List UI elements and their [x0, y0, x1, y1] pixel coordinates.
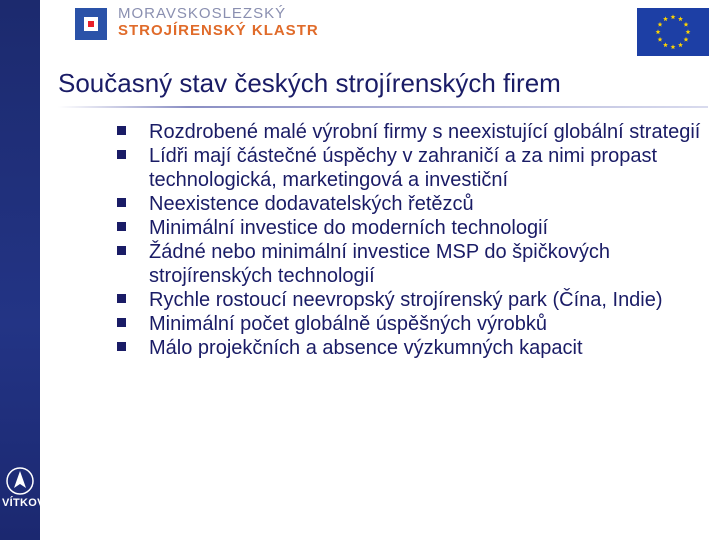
eu-flag-icon: [637, 8, 709, 56]
bullet-text: Rychle rostoucí neevropský strojírenský park (Čína, Indie): [149, 289, 663, 311]
bullet-item: [115, 240, 705, 288]
bullet-item: [115, 120, 705, 144]
bullet-text: Minimální investice do moderních technologií: [149, 217, 549, 239]
bullet-item: [115, 336, 705, 360]
square-bullet-icon: [117, 318, 126, 327]
bullet-text: Minimální počet globálně úspěšných výrobků: [149, 313, 547, 335]
bullet-text: Žádné nebo minimální investice MSP do špičkových strojírenských technologií: [149, 241, 610, 287]
square-bullet-icon: [117, 126, 126, 135]
bullet-item: [115, 216, 705, 240]
bullet-list: [115, 120, 705, 360]
square-bullet-icon: [117, 294, 126, 303]
square-bullet-icon: [117, 222, 126, 231]
square-bullet-icon: [117, 342, 126, 351]
brand-name-line2: STROJÍRENSKÝ KLASTR: [118, 22, 319, 39]
bullet-text: Lídři mají částečné úspěchy v zahraničí a za nimi propast technologická, marketingová a investiční: [149, 145, 658, 191]
left-sidebar-band: [0, 0, 40, 540]
cluster-logo-icon: [75, 8, 107, 40]
bullet-text: Rozdrobené malé výrobní firmy s neexistující globální strategií: [149, 121, 701, 143]
bullet-item: [115, 192, 705, 216]
slide-title: Současný stav českých strojírenských firem: [58, 68, 561, 98]
title-underline: [58, 106, 708, 108]
bullet-item: [115, 288, 705, 312]
square-bullet-icon: [117, 198, 126, 207]
vitkovice-logo-text: VÍTKOVICE: [2, 497, 64, 509]
bullet-text: Neexistence dodavatelských řetězců: [149, 193, 474, 215]
brand-name-line1: MORAVSKOSLEZSKÝ: [118, 5, 287, 22]
bullet-item: [115, 144, 705, 192]
square-bullet-icon: [117, 246, 126, 255]
bullet-text: Málo projekčních a absence výzkumných kapacit: [149, 337, 583, 359]
vitkovice-emblem-icon: [0, 466, 40, 496]
square-bullet-icon: [117, 150, 126, 159]
bullet-item: [115, 312, 705, 336]
